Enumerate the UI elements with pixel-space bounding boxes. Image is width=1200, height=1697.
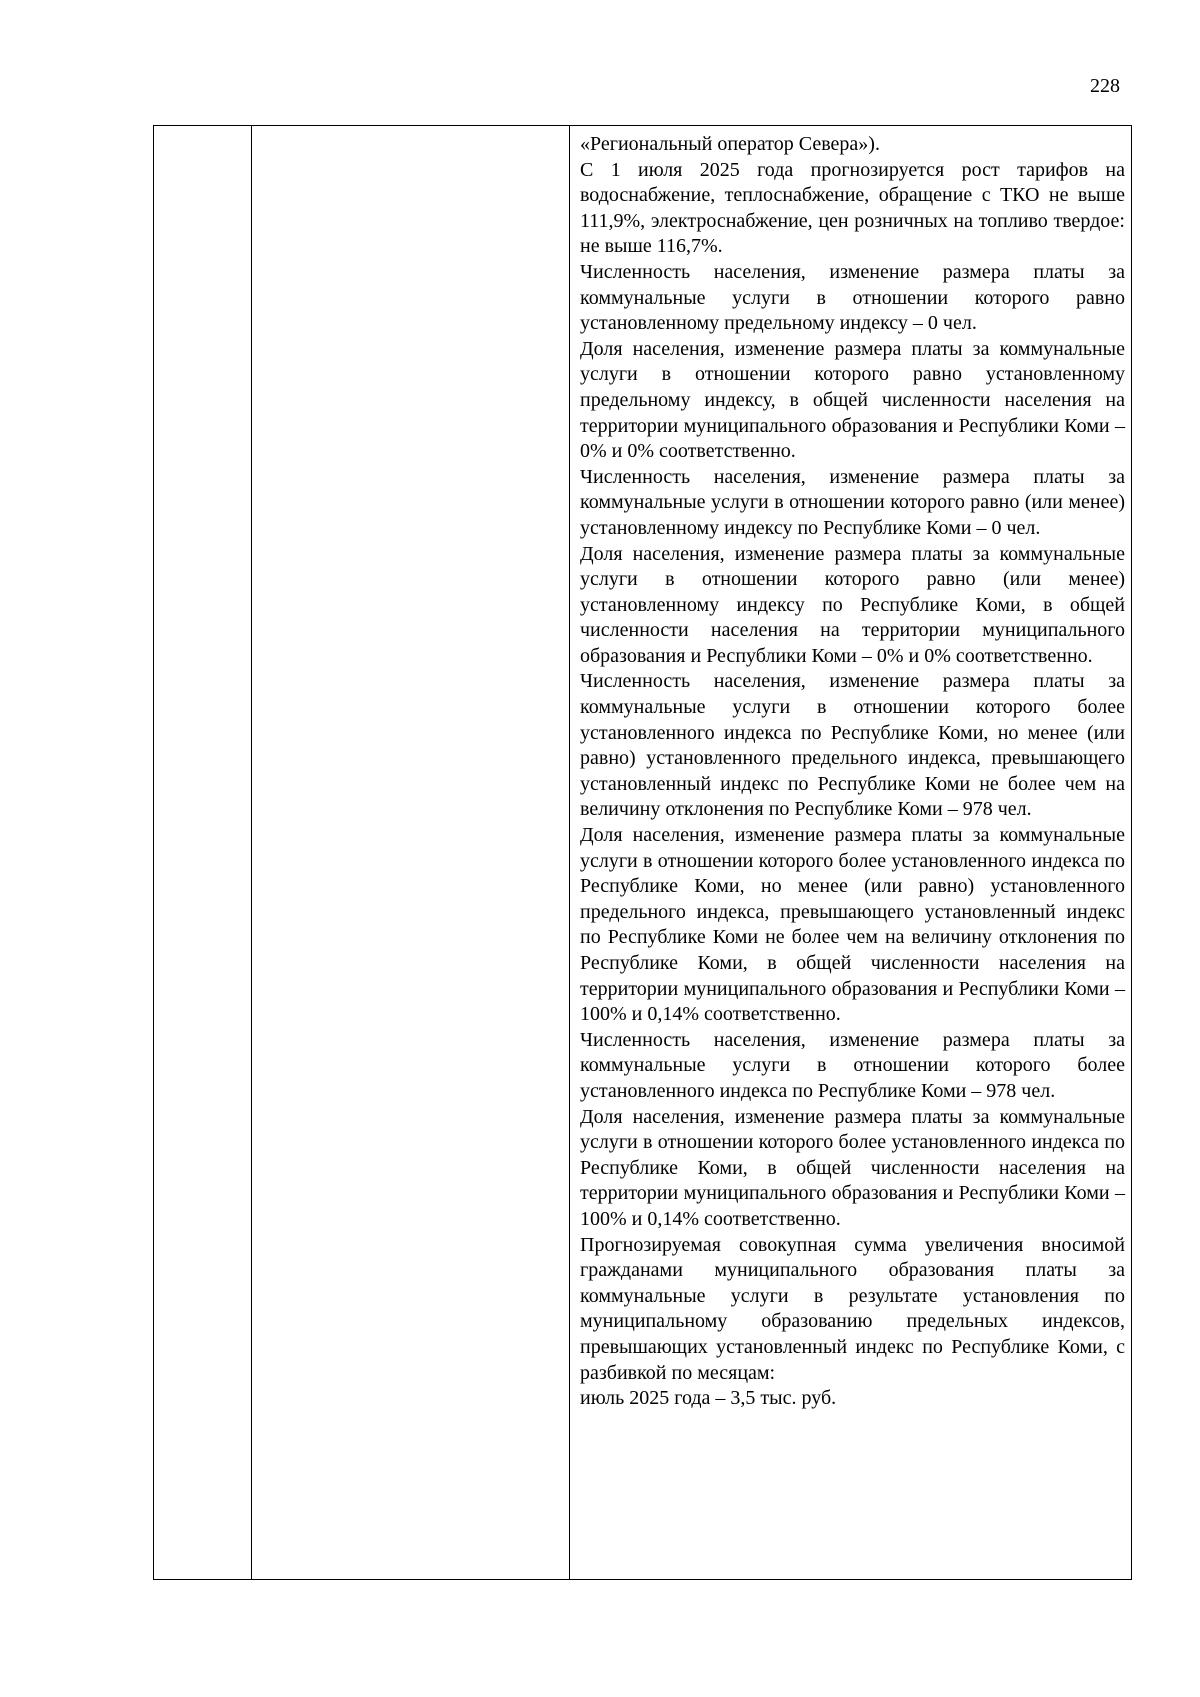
paragraph-forecast-total: Прогнозируемая совокупная сумма увеличения вносимой гражданами муниципального образования платы за коммунальные услуги в результате установления по муниципальному образованию предельных индексов, превышающих установленный индекс по Республике Коми, с разбивкой по месяцам: xyxy=(580,1233,1125,1384)
table-cell-description xyxy=(570,126,1132,1580)
paragraph-population-limit-index: Численность населения, изменение размера платы за коммунальные услуги в отношении которого равно установленному предельному индексу – 0 чел. xyxy=(580,260,1125,335)
paragraph-population-equal-index: Численность населения, изменение размера платы за коммунальные услуги в отношении которого равно (или менее) установленному индексу по Республике Коми – 0 чел. xyxy=(580,465,1125,539)
paragraph-operator: «Региональный оператор Севера»). xyxy=(580,133,880,155)
paragraph-july-amount: июль 2025 года – 3,5 тыс. руб. xyxy=(580,1387,837,1410)
page-number: 228 xyxy=(1090,75,1120,97)
table-cell-name xyxy=(252,126,570,1580)
paragraph-tariff-growth: С 1 июля 2025 года прогнозируется рост тарифов на водоснабжение, теплоснабжение, обращение с ТКО не выше 111,9%, электроснабжение, цен розничных на топливо твердое: не выше 116,7%. xyxy=(580,158,1125,258)
paragraph-population-above-index: Численность населения, изменение размера платы за коммунальные услуги в отношении которого более установленного индекса по Республике Коми – 978 чел. xyxy=(580,1028,1125,1102)
document-table xyxy=(153,125,1132,1580)
table-cell-number xyxy=(154,126,252,1580)
description-text xyxy=(570,126,1131,1412)
paragraph-share-limit-index: Доля населения, изменение размера платы за коммунальные услуги в отношении которого равно установленному предельному индексу, в общей численности населения на территории муниципального образования и Республики Коми – 0% и 0% соответственно. xyxy=(580,337,1125,463)
paragraph-share-above-index: Доля населения, изменение размера платы за коммунальные услуги в отношении которого более установленного индекса по Республике Коми, в общей численности населения на территории муниципального образования и Республики Коми – 100% и 0,14% соответственно. xyxy=(580,1105,1125,1230)
paragraph-share-equal-index: Доля населения, изменение размера платы за коммунальные услуги в отношении которого равно (или менее) установленному индексу по Республике Коми, в общей численности населения на территории муниципального образования и Республики Коми – 0% и 0% соответственно. xyxy=(580,542,1125,667)
table-row xyxy=(154,126,1132,1580)
paragraph-population-above-index-within-deviation: Численность населения, изменение размера платы за коммунальные услуги в отношении которого более установленного индекса по Республике Коми, но менее (или равно) установленного предельного индекса, превышающего установленный индекс по Республике Коми не более чем на величину отклонения по Республике Коми – 978 чел. xyxy=(580,670,1125,821)
paragraph-share-above-index-within-deviation: Доля населения, изменение размера платы за коммунальные услуги в отношении которого более установленного индекса по Республике Коми, но менее (или равно) установленного предельного индекса, превышающего установленный индекс по Республике Коми не более чем на величину отклонения по Республике Коми, в общей численности населения на территории муниципального образования и Республики Коми – 100% и 0,14% соответственно. xyxy=(580,824,1125,1026)
